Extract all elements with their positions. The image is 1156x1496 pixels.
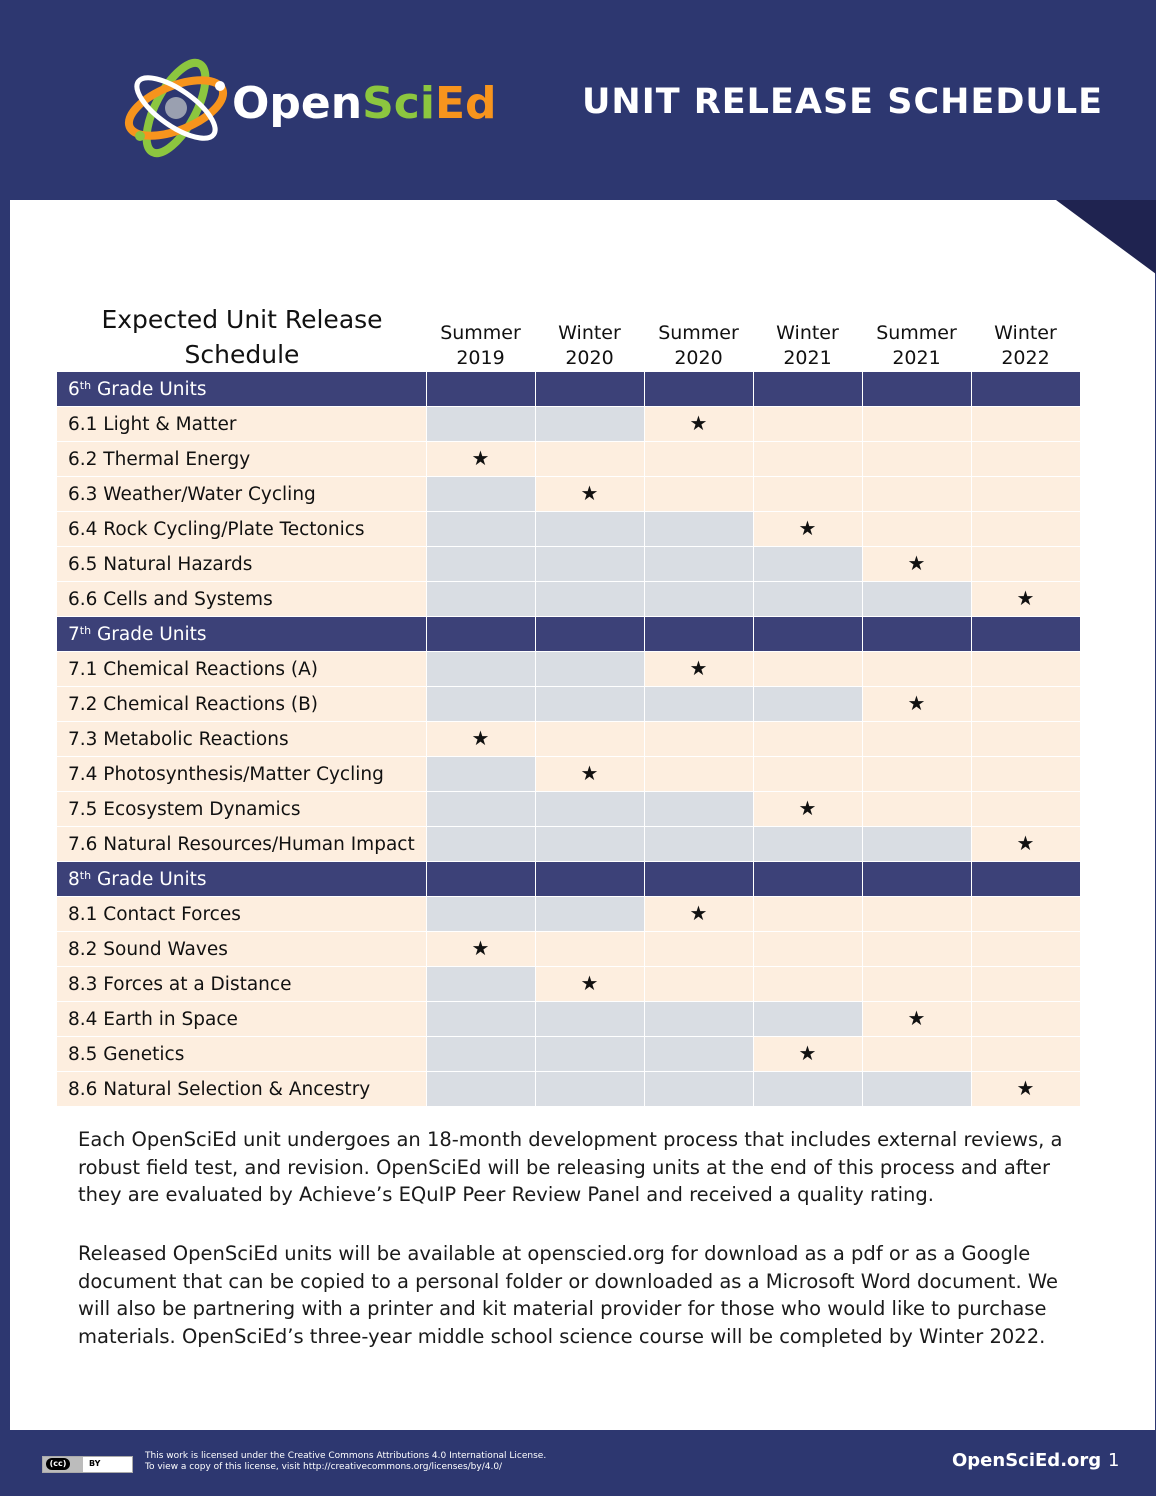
- release-star-icon: ★: [798, 516, 817, 540]
- release-star-icon: ★: [471, 446, 490, 470]
- grade-label: 6th Grade Units: [57, 372, 426, 407]
- grade-header-row: [57, 862, 1080, 897]
- grade-header-cell: [971, 372, 1080, 407]
- unit-row: [57, 1072, 1080, 1107]
- schedule-cell: [862, 407, 971, 442]
- unit-row: [57, 687, 1080, 722]
- unit-name: 6.1 Light & Matter: [57, 407, 426, 442]
- schedule-cell: [644, 547, 753, 582]
- column-header: Winter 2022: [994, 322, 1057, 369]
- schedule-cell: [535, 1002, 644, 1037]
- column-header: Winter 2020: [558, 322, 621, 369]
- schedule-cell: [862, 827, 971, 862]
- schedule-cell: [971, 1002, 1080, 1037]
- unit-name: 8.1 Contact Forces: [57, 897, 426, 932]
- unit-name: 6.5 Natural Hazards: [57, 547, 426, 582]
- grade-header-cell: [862, 372, 971, 407]
- release-star-icon: ★: [689, 656, 708, 680]
- unit-row: [57, 722, 1080, 757]
- schedule-cell: [426, 792, 535, 827]
- column-header: Summer 2020: [658, 322, 739, 369]
- schedule-cell: [971, 442, 1080, 477]
- release-star-icon: ★: [580, 761, 599, 785]
- schedule-cell: [535, 1037, 644, 1072]
- grade-header-cell: [535, 372, 644, 407]
- paragraph-availability: Released OpenSciEd units will be available at openscied.org for download as a pdf or as a Google document that can be copied to a personal folder or downloaded as a Microsoft Word document. We will also be partnering with a printer and kit material provider for those who would like to purchase materials. OpenSciEd’s three-year middle school science course will be completed by Winter 2022.: [78, 1242, 1058, 1348]
- schedule-cell: [753, 652, 862, 687]
- schedule-cell: [971, 722, 1080, 757]
- schedule-cell: [426, 1002, 535, 1037]
- schedule-cell: [862, 932, 971, 967]
- unit-row: [57, 1037, 1080, 1072]
- schedule-cell: [644, 967, 753, 1002]
- grade-header-cell: [644, 617, 753, 652]
- unit-name: 6.2 Thermal Energy: [57, 442, 426, 477]
- schedule-cell: [644, 722, 753, 757]
- schedule-cell: [535, 582, 644, 617]
- schedule-cell: [644, 407, 753, 442]
- schedule-cell: [971, 547, 1080, 582]
- unit-name: 7.4 Photosynthesis/Matter Cycling: [57, 757, 426, 792]
- schedule-cell: [753, 792, 862, 827]
- grade-header-cell: [753, 862, 862, 897]
- unit-name: 8.5 Genetics: [57, 1037, 426, 1072]
- schedule-cell: [644, 827, 753, 862]
- schedule-cell: [971, 687, 1080, 722]
- schedule-cell: [426, 932, 535, 967]
- unit-row: [57, 477, 1080, 512]
- schedule-cell: [426, 407, 535, 442]
- unit-row: [57, 897, 1080, 932]
- schedule-cell: [644, 1072, 753, 1107]
- schedule-cell: [644, 932, 753, 967]
- schedule-cell: [535, 547, 644, 582]
- grade-header-cell: [971, 617, 1080, 652]
- schedule-cell: [644, 792, 753, 827]
- schedule-cell: [971, 792, 1080, 827]
- document-title: UNIT RELEASE SCHEDULE: [582, 82, 1104, 122]
- schedule-cell: [426, 1037, 535, 1072]
- schedule-cell: [426, 477, 535, 512]
- schedule-cell: [971, 652, 1080, 687]
- schedule-cell: [862, 1072, 971, 1107]
- schedule-cell: [535, 757, 644, 792]
- schedule-cell: [753, 512, 862, 547]
- schedule-cell: [426, 1072, 535, 1107]
- unit-name: 7.6 Natural Resources/Human Impact: [57, 827, 426, 862]
- release-star-icon: ★: [689, 411, 708, 435]
- schedule-cell: [971, 897, 1080, 932]
- unit-name: 8.6 Natural Selection & Ancestry: [57, 1072, 426, 1107]
- schedule-cell: [644, 582, 753, 617]
- unit-name: 7.3 Metabolic Reactions: [57, 722, 426, 757]
- grade-header-cell: [535, 617, 644, 652]
- unit-row: [57, 512, 1080, 547]
- schedule-cell: [862, 722, 971, 757]
- unit-row: [57, 792, 1080, 827]
- release-star-icon: ★: [907, 1006, 926, 1030]
- unit-name: 7.2 Chemical Reactions (B): [57, 687, 426, 722]
- grade-header-cell: [426, 372, 535, 407]
- license-text: [145, 1451, 546, 1473]
- unit-name: 7.1 Chemical Reactions (A): [57, 652, 426, 687]
- grade-header-cell: [862, 617, 971, 652]
- unit-row: [57, 932, 1080, 967]
- unit-name: 8.4 Earth in Space: [57, 1002, 426, 1037]
- schedule-cell: [535, 967, 644, 1002]
- schedule-cell: [426, 547, 535, 582]
- schedule-cell: [535, 687, 644, 722]
- schedule-cell: [644, 897, 753, 932]
- schedule-cell: [644, 1037, 753, 1072]
- schedule-cell: [971, 407, 1080, 442]
- cc-by-license-icon[interactable]: (cc) BY: [42, 1456, 133, 1473]
- schedule-cell: [644, 442, 753, 477]
- release-star-icon: ★: [689, 901, 708, 925]
- schedule-cell: [971, 827, 1080, 862]
- license-line-2: To view a copy of this license, visit http://creativecommons.org/licenses/by/4.0/: [145, 1462, 503, 1472]
- unit-name: 8.3 Forces at a Distance: [57, 967, 426, 1002]
- schedule-cell: [971, 967, 1080, 1002]
- grade-header-row: [57, 372, 1080, 407]
- schedule-cell: [753, 932, 862, 967]
- schedule-cell: [644, 477, 753, 512]
- schedule-cell: [535, 652, 644, 687]
- release-star-icon: ★: [1016, 1076, 1035, 1100]
- schedule-cell: [535, 512, 644, 547]
- schedule-cell: [426, 512, 535, 547]
- schedule-cell: [535, 932, 644, 967]
- schedule-cell: [426, 582, 535, 617]
- unit-row: [57, 652, 1080, 687]
- grade-header-cell: [644, 372, 753, 407]
- schedule-cell: [971, 582, 1080, 617]
- schedule-cell: [644, 512, 753, 547]
- paragraph-development: Each OpenSciEd unit undergoes an 18-month development process that includes external reviews, a robust field test, and revision. OpenSciEd will be releasing units at the end of this process and after they are evaluated by Achieve’s EQuIP Peer Review Panel and received a quality rating.: [78, 1128, 1063, 1206]
- schedule-cell: [862, 582, 971, 617]
- schedule-cell: [862, 967, 971, 1002]
- schedule-cell: [753, 1072, 862, 1107]
- grade-header-cell: [753, 372, 862, 407]
- schedule-cell: [753, 1002, 862, 1037]
- schedule-cell: [644, 1002, 753, 1037]
- schedule-cell: [535, 897, 644, 932]
- unit-name: 6.6 Cells and Systems: [57, 582, 426, 617]
- schedule-cell: [426, 722, 535, 757]
- schedule-cell: [753, 1037, 862, 1072]
- grade-header-cell: [426, 862, 535, 897]
- grade-header-row: [57, 617, 1080, 652]
- schedule-cell: [862, 757, 971, 792]
- schedule-cell: [535, 1072, 644, 1107]
- schedule-cell: [971, 1072, 1080, 1107]
- schedule-cell: [644, 757, 753, 792]
- schedule-cell: [535, 722, 644, 757]
- grade-header-cell: [644, 862, 753, 897]
- page-number: 1: [1108, 1450, 1120, 1471]
- schedule-cell: [426, 827, 535, 862]
- schedule-cell: [644, 652, 753, 687]
- release-star-icon: ★: [580, 971, 599, 995]
- schedule-cell: [753, 827, 862, 862]
- release-star-icon: ★: [907, 691, 926, 715]
- schedule-cell: [971, 932, 1080, 967]
- schedule-cell: [971, 757, 1080, 792]
- schedule-cell: [426, 652, 535, 687]
- schedule-cell: [426, 442, 535, 477]
- release-star-icon: ★: [907, 551, 926, 575]
- release-schedule-table: [57, 372, 1081, 1107]
- unit-row: [57, 1002, 1080, 1037]
- schedule-cell: [426, 757, 535, 792]
- release-star-icon: ★: [471, 726, 490, 750]
- schedule-cell: [535, 407, 644, 442]
- schedule-cell: [862, 477, 971, 512]
- grade-header-cell: [753, 617, 862, 652]
- unit-row: [57, 547, 1080, 582]
- unit-row: [57, 757, 1080, 792]
- license-line-1: This work is licensed under the Creative Commons Attributions 4.0 International License.: [145, 1451, 547, 1461]
- release-star-icon: ★: [1016, 831, 1035, 855]
- schedule-cell: [426, 687, 535, 722]
- schedule-cell: [862, 1037, 971, 1072]
- grade-header-cell: [426, 617, 535, 652]
- schedule-cell: [753, 687, 862, 722]
- schedule-cell: [426, 897, 535, 932]
- schedule-cell: [753, 442, 862, 477]
- schedule-cell: [862, 792, 971, 827]
- schedule-cell: [426, 967, 535, 1002]
- schedule-cell: [753, 757, 862, 792]
- unit-row: [57, 967, 1080, 1002]
- schedule-cell: [753, 547, 862, 582]
- release-star-icon: ★: [798, 796, 817, 820]
- schedule-cell: [535, 477, 644, 512]
- grade-header-cell: [971, 862, 1080, 897]
- grade-label: 7th Grade Units: [57, 617, 426, 652]
- schedule-cell: [862, 1002, 971, 1037]
- grade-header-cell: [862, 862, 971, 897]
- header-banner: [0, 0, 1156, 200]
- schedule-title: Expected Unit Release Schedule: [101, 305, 383, 369]
- schedule-cell: [971, 512, 1080, 547]
- schedule-cell: [862, 442, 971, 477]
- schedule-cell: [535, 792, 644, 827]
- unit-name: 8.2 Sound Waves: [57, 932, 426, 967]
- release-star-icon: ★: [1016, 586, 1035, 610]
- release-star-icon: ★: [580, 481, 599, 505]
- unit-name: 6.3 Weather/Water Cycling: [57, 477, 426, 512]
- schedule-cell: [753, 582, 862, 617]
- page-fold-corner: [1056, 200, 1156, 274]
- schedule-cell: [753, 967, 862, 1002]
- column-header: Summer 2021: [876, 322, 957, 369]
- schedule-cell: [753, 477, 862, 512]
- grade-header-cell: [535, 862, 644, 897]
- schedule-cell: [862, 897, 971, 932]
- grade-label: 8th Grade Units: [57, 862, 426, 897]
- schedule-cell: [535, 442, 644, 477]
- schedule-cell: [862, 652, 971, 687]
- unit-row: [57, 582, 1080, 617]
- schedule-cell: [535, 827, 644, 862]
- schedule-cell: [971, 477, 1080, 512]
- column-header: Summer 2019: [440, 322, 521, 369]
- atom-logo-icon: [120, 52, 250, 164]
- schedule-cell: [753, 407, 862, 442]
- column-header: Winter 2021: [776, 322, 839, 369]
- schedule-cell: [753, 897, 862, 932]
- unit-row: [57, 827, 1080, 862]
- unit-name: 6.4 Rock Cycling/Plate Tectonics: [57, 512, 426, 547]
- schedule-cell: [862, 547, 971, 582]
- schedule-cell: [971, 1037, 1080, 1072]
- unit-row: [57, 442, 1080, 477]
- unit-name: 7.5 Ecosystem Dynamics: [57, 792, 426, 827]
- brand-logo-text: OpenSciEd: [232, 78, 497, 129]
- site-link[interactable]: OpenSciEd.org: [952, 1450, 1102, 1471]
- schedule-cell: [753, 722, 862, 757]
- schedule-cell: [862, 687, 971, 722]
- release-star-icon: ★: [471, 936, 490, 960]
- schedule-cell: [862, 512, 971, 547]
- unit-row: [57, 407, 1080, 442]
- schedule-cell: [644, 687, 753, 722]
- release-star-icon: ★: [798, 1041, 817, 1065]
